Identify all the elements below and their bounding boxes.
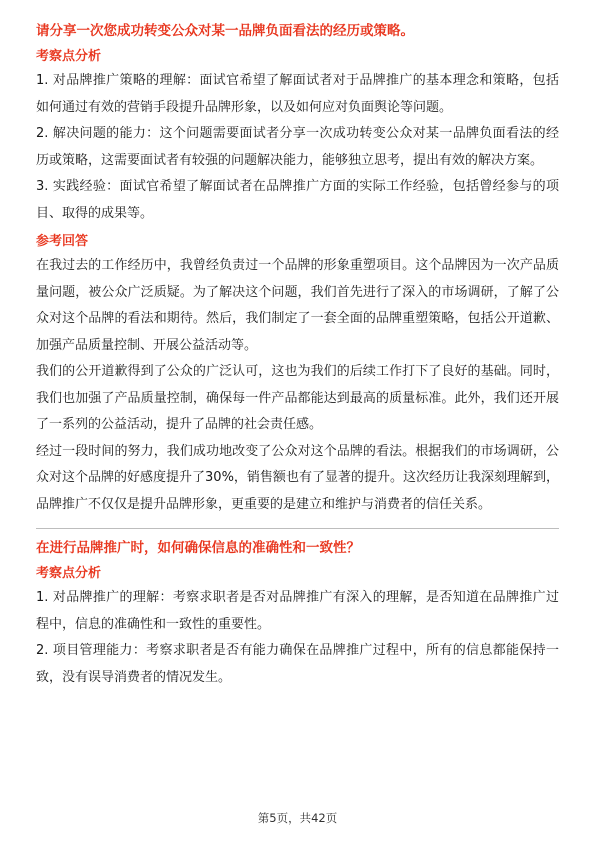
question-2-title: 在进行品牌推广时，如何确保信息的准确性和一致性？ [36,540,360,556]
analysis-item-2-1: 1. 对品牌推广的理解：考察求职者是否对品牌推广有深入的理解，是否知道在品牌推广过程中，信息的准确性和一致性的重要性。 [36,590,559,632]
answer-heading-1: 参考回答 [36,234,89,249]
question-1-title: 请分享一次您成功转变公众对某一品牌负面看法的经历或策略。 [36,23,414,39]
analysis-item-1-1: 1. 对品牌推广策略的理解：面试官希望了解面试者对于品牌推广的基本理念和策略，包括如何通过有效的营销手段提升品牌形象，以及如何应对负面舆论等问题。 [36,73,559,115]
analysis-item-2-2: 2. 项目管理能力：考察求职者是否有能力确保在品牌推广过程中，所有的信息都能保持一致，没有误导消费者的情况发生。 [36,643,559,685]
answer-paragraph-3: 经过一段时间的努力，我们成功地改变了公众对这个品牌的看法。根据我们的市场调研，公众对这个品牌的好感度提升了30%，销售额也有了显著的提升。这次经历让我深刻理解到，品牌推广不仅仅是提升品牌形象，更重要的是建立和维护与消费者的信任关系。 [36,443,559,512]
section-divider [36,528,559,529]
answer-paragraph-1: 在我过去的工作经历中，我曾经负责过一个品牌的形象重塑项目。这个品牌因为一次产品质量问题，被公众广泛质疑。为了解决这个问题，我们首先进行了深入的市场调研，了解了公众对这个品牌的看法和期待。然后，我们制定了一套全面的品牌重塑策略，包括公开道歉、加强产品质量控制、开展公益活动等。 [36,258,559,353]
page-number: 第5页，共42页 [257,811,338,825]
analysis-heading-1: 考察点分析 [36,49,102,64]
analysis-item-1-2: 2. 解决问题的能力：这个问题需要面试者分享一次成功转变公众对某一品牌负面看法的经历或策略，这需要面试者有较强的问题解决能力，能够独立思考，提出有效的解决方案。 [36,126,559,168]
analysis-heading-2: 考察点分析 [36,566,102,581]
analysis-item-1-3: 3. 实践经验：面试官希望了解面试者在品牌推广方面的实际工作经验，包括曾经参与的项目、取得的成果等。 [36,179,559,221]
answer-paragraph-2: 我们的公开道歉得到了公众的广泛认可，这也为我们的后续工作打下了良好的基础。同时，我们也加强了产品质量控制，确保每一件产品都能达到最高的质量标准。此外，我们还开展了一系列的公益活动，提升了品牌的社会责任感。 [36,364,559,432]
